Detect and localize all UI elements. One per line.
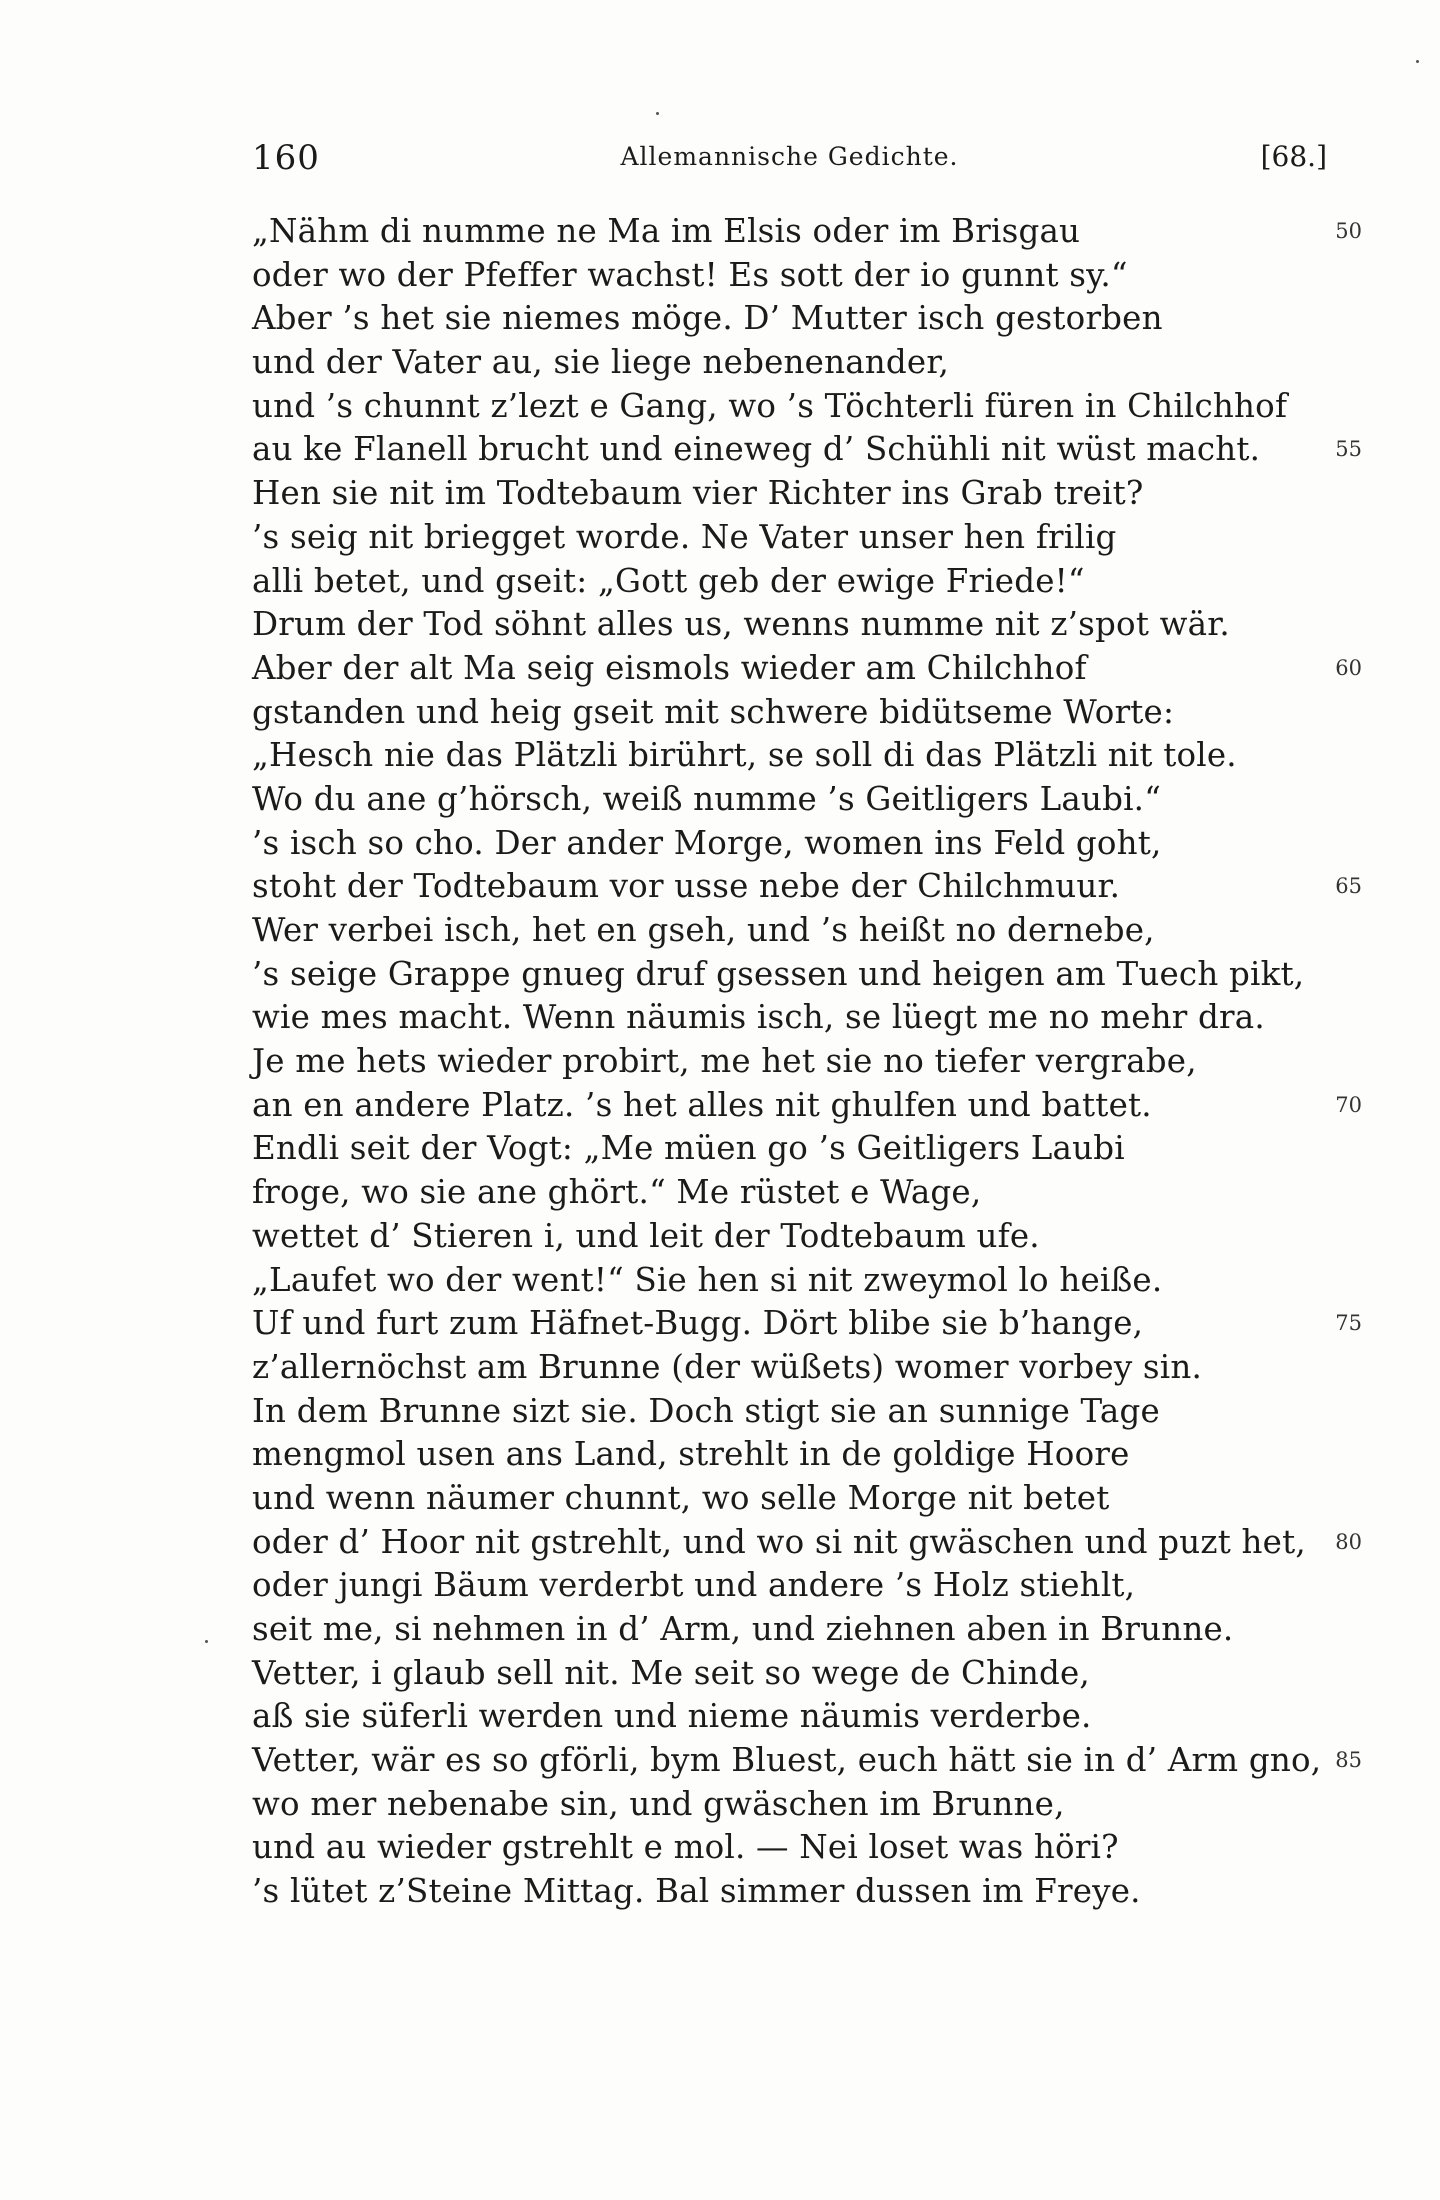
verse-text: Vetter, i glaub sell nit. Me seit so wege de Chinde, bbox=[252, 1653, 1090, 1692]
page-header bbox=[252, 138, 1327, 188]
verse-line bbox=[252, 560, 1362, 604]
verse-text: und ’s chunnt z’lezt e Gang, wo ’s Töchterli füren in Chilchhof bbox=[252, 386, 1288, 425]
verse-text: stoht der Todtebaum vor usse nebe der Chilchmuur. bbox=[252, 867, 1121, 906]
verse-line bbox=[252, 1826, 1362, 1870]
verse-text: mengmol usen ans Land, strehlt in de goldige Hoore bbox=[252, 1435, 1130, 1474]
verse-text: froge, wo sie ane ghört.“ Me rüstet e Wage, bbox=[252, 1173, 982, 1212]
verse-line bbox=[252, 1564, 1362, 1608]
line-number: 70 bbox=[1335, 1092, 1362, 1117]
verse-line bbox=[252, 1433, 1362, 1477]
line-number: 55 bbox=[1335, 437, 1362, 462]
verse-line bbox=[252, 1259, 1362, 1303]
verse-line bbox=[252, 996, 1362, 1040]
verse-line bbox=[252, 341, 1362, 385]
verse-line bbox=[252, 647, 1362, 691]
verse-text: seit me, si nehmen in d’ Arm, und ziehnen aben in Brunne. bbox=[252, 1610, 1234, 1648]
verse-text: z’allernöchst am Brunne (der wüßets) womer vorbey sin. bbox=[252, 1347, 1203, 1386]
verse-text: oder wo der Pfeffer wachst! Es sott der io gunnt sy.“ bbox=[252, 255, 1128, 294]
verse-line bbox=[252, 822, 1362, 866]
line-number: 60 bbox=[1335, 655, 1362, 680]
poem-body bbox=[252, 210, 1362, 1914]
line-number: 65 bbox=[1335, 874, 1362, 899]
verse-line bbox=[252, 428, 1362, 472]
verse-line bbox=[252, 603, 1362, 647]
line-number: 80 bbox=[1335, 1529, 1362, 1554]
verse-line bbox=[252, 1171, 1362, 1215]
paper-speck bbox=[205, 1640, 208, 1643]
verse-line bbox=[252, 472, 1362, 516]
verse-line bbox=[252, 1302, 1362, 1346]
verse-text: au ke Flanell brucht und eineweg d’ Schühli nit wüst macht. bbox=[252, 430, 1261, 469]
verse-line bbox=[252, 1521, 1362, 1565]
verse-line bbox=[252, 1346, 1362, 1390]
verse-text: Aber ’s het sie niemes möge. D’ Mutter isch gestorben bbox=[252, 299, 1163, 338]
verse-text: und der Vater au, sie liege nebenenander, bbox=[252, 343, 950, 382]
verse-line bbox=[252, 1870, 1362, 1914]
verse-line bbox=[252, 1127, 1362, 1171]
verse-line bbox=[252, 1695, 1362, 1739]
paper-speck bbox=[1416, 60, 1419, 63]
verse-line bbox=[252, 865, 1362, 909]
verse-text: wo mer nebenabe sin, und gwäschen im Brunne, bbox=[252, 1784, 1065, 1823]
verse-line bbox=[252, 210, 1362, 254]
verse-text: wettet d’ Stieren i, und leit der Todtebaum ufe. bbox=[252, 1216, 1040, 1255]
verse-text: Uf und furt zum Häfnet-Bugg. Dört blibe sie b’hange, bbox=[252, 1304, 1144, 1343]
verse-text: alli betet, und gseit: „Gott geb der ewige Friede!“ bbox=[252, 561, 1085, 600]
verse-line bbox=[252, 385, 1362, 429]
verse-line bbox=[252, 691, 1362, 735]
verse-text: gstanden und heig gseit mit schwere bidütseme Worte: bbox=[252, 692, 1175, 731]
verse-text: In dem Brunne sizt sie. Doch stigt sie an sunnige Tage bbox=[252, 1391, 1160, 1430]
verse-line bbox=[252, 254, 1362, 298]
verse-text: „Hesch nie das Plätzli birührt, se soll di das Plätzli nit tole. bbox=[252, 736, 1237, 775]
verse-text: Drum der Tod söhnt alles us, wenns numme nit z’spot wär. bbox=[252, 605, 1230, 644]
verse-line bbox=[252, 1390, 1362, 1434]
verse-line bbox=[252, 1652, 1362, 1696]
verse-text: ’s lütet z’Steine Mittag. Bal simmer dussen im Freye. bbox=[252, 1872, 1141, 1911]
verse-line bbox=[252, 778, 1362, 822]
verse-text: Hen sie nit im Todtebaum vier Richter ins Grab treit? bbox=[252, 474, 1144, 513]
verse-text: Je me hets wieder probirt, me het sie no tiefer vergrabe, bbox=[252, 1042, 1197, 1081]
verse-line bbox=[252, 1084, 1362, 1128]
verse-line bbox=[252, 297, 1362, 341]
verse-line bbox=[252, 1783, 1362, 1827]
verse-line bbox=[252, 1739, 1362, 1783]
verse-line bbox=[252, 1608, 1362, 1652]
verse-text: an en andere Platz. ’s het alles nit ghulfen und battet. bbox=[252, 1085, 1152, 1124]
verse-line bbox=[252, 734, 1362, 778]
verse-text: „Nähm di numme ne Ma im Elsis oder im Brisgau bbox=[252, 212, 1081, 250]
verse-text: und wenn näumer chunnt, wo selle Morge nit betet bbox=[252, 1478, 1110, 1517]
verse-line bbox=[252, 516, 1362, 560]
verse-text: ’s seig nit briegget worde. Ne Vater unser hen frilig bbox=[252, 517, 1117, 556]
line-number: 85 bbox=[1335, 1748, 1362, 1773]
verse-text: Wer verbei isch, het en gseh, und ’s heißt no dernebe, bbox=[252, 911, 1155, 949]
line-number: 50 bbox=[1335, 219, 1362, 243]
verse-text: und au wieder gstrehlt e mol. — Nei loset was höri? bbox=[252, 1828, 1119, 1867]
verse-line bbox=[252, 953, 1362, 997]
verse-text: ’s isch so cho. Der ander Morge, women ins Feld goht, bbox=[252, 823, 1162, 862]
verse-line bbox=[252, 1215, 1362, 1259]
verse-line bbox=[252, 1040, 1362, 1084]
verse-text: oder d’ Hoor nit gstrehlt, und wo si nit gwäschen und puzt het, bbox=[252, 1522, 1306, 1561]
verse-text: Aber der alt Ma seig eismols wieder am Chilchhof bbox=[252, 648, 1087, 687]
page-number: 160 bbox=[252, 138, 320, 178]
section-reference: [68.] bbox=[1260, 140, 1327, 173]
verse-text: Vetter, wär es so gförli, bym Bluest, euch hätt sie in d’ Arm gno, bbox=[252, 1741, 1322, 1780]
paper-speck bbox=[656, 112, 659, 115]
line-number: 75 bbox=[1335, 1311, 1362, 1336]
verse-text: wie mes macht. Wenn näumis isch, se lüegt me no mehr dra. bbox=[252, 998, 1265, 1037]
verse-text: aß sie süferli werden und nieme näumis verderbe. bbox=[252, 1697, 1092, 1736]
verse-line bbox=[252, 909, 1362, 953]
verse-text: ’s seige Grappe gnueg druf gsessen und heigen am Tuech pikt, bbox=[252, 954, 1305, 993]
verse-text: Wo du ane g’hörsch, weiß numme ’s Geitligers Laubi.“ bbox=[252, 779, 1162, 818]
verse-text: Endli seit der Vogt: „Me müen go ’s Geitligers Laubi bbox=[252, 1129, 1125, 1168]
verse-text: „Laufet wo der went!“ Sie hen si nit zweymol lo heiße. bbox=[252, 1260, 1163, 1299]
verse-line bbox=[252, 1477, 1362, 1521]
verse-text: oder jungi Bäum verderbt und andere ’s Holz stiehlt, bbox=[252, 1566, 1136, 1605]
running-title: Allemannische Gedichte. bbox=[620, 142, 959, 171]
